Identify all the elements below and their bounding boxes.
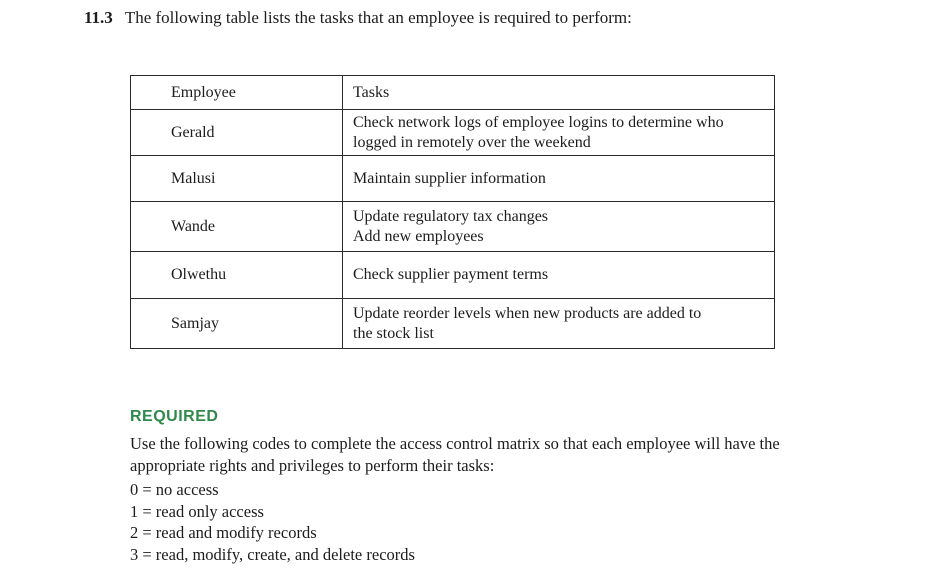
access-codes-list [130,479,415,565]
question-number: 11.3 [84,8,113,27]
employee-tasks [343,252,775,299]
required-heading: REQUIRED [130,408,219,425]
access-code: 2 = read and modify records [130,523,317,542]
header-employee: Employee [131,76,343,110]
access-code: 3 = read, modify, create, and delete records [130,544,415,564]
task-line: Update regulatory tax changes [353,207,549,225]
table-row [131,202,775,252]
table-row [131,110,775,156]
employee-name: Olwethu [131,252,343,299]
task-line: Update reorder levels when new products are added to [353,304,702,322]
access-code: 0 = no access [130,480,219,499]
table-row [131,252,775,299]
employee-tasks [343,299,775,349]
employee-tasks [343,202,775,252]
task-line: Maintain supplier information [353,169,546,187]
required-instructions: Use the following codes to complete the access control matrix so that each employee will have the appropriate rights and privileges to perform their tasks: [130,434,780,475]
employee-name: Gerald [131,110,343,156]
task-line: Check network logs of employee logins to determine who [353,113,724,131]
table-row [131,156,775,202]
task-line: the stock list [353,324,434,342]
task-line: Add new employees [353,227,484,245]
employee-name: Wande [131,202,343,252]
table-header-row [131,76,775,110]
access-code: 1 = read only access [130,501,264,521]
question-heading [84,8,632,28]
task-line: logged in remotely over the weekend [353,133,591,151]
question-text: The following table lists the tasks that an employee is required to perform: [124,8,632,27]
header-tasks: Tasks [343,76,775,110]
employee-tasks-table [130,75,775,349]
employee-name: Malusi [131,156,343,202]
table-row [131,299,775,349]
employee-tasks [343,156,775,202]
task-line: Check supplier payment terms [353,266,549,283]
employee-tasks [343,110,775,156]
employee-name: Samjay [131,299,343,349]
